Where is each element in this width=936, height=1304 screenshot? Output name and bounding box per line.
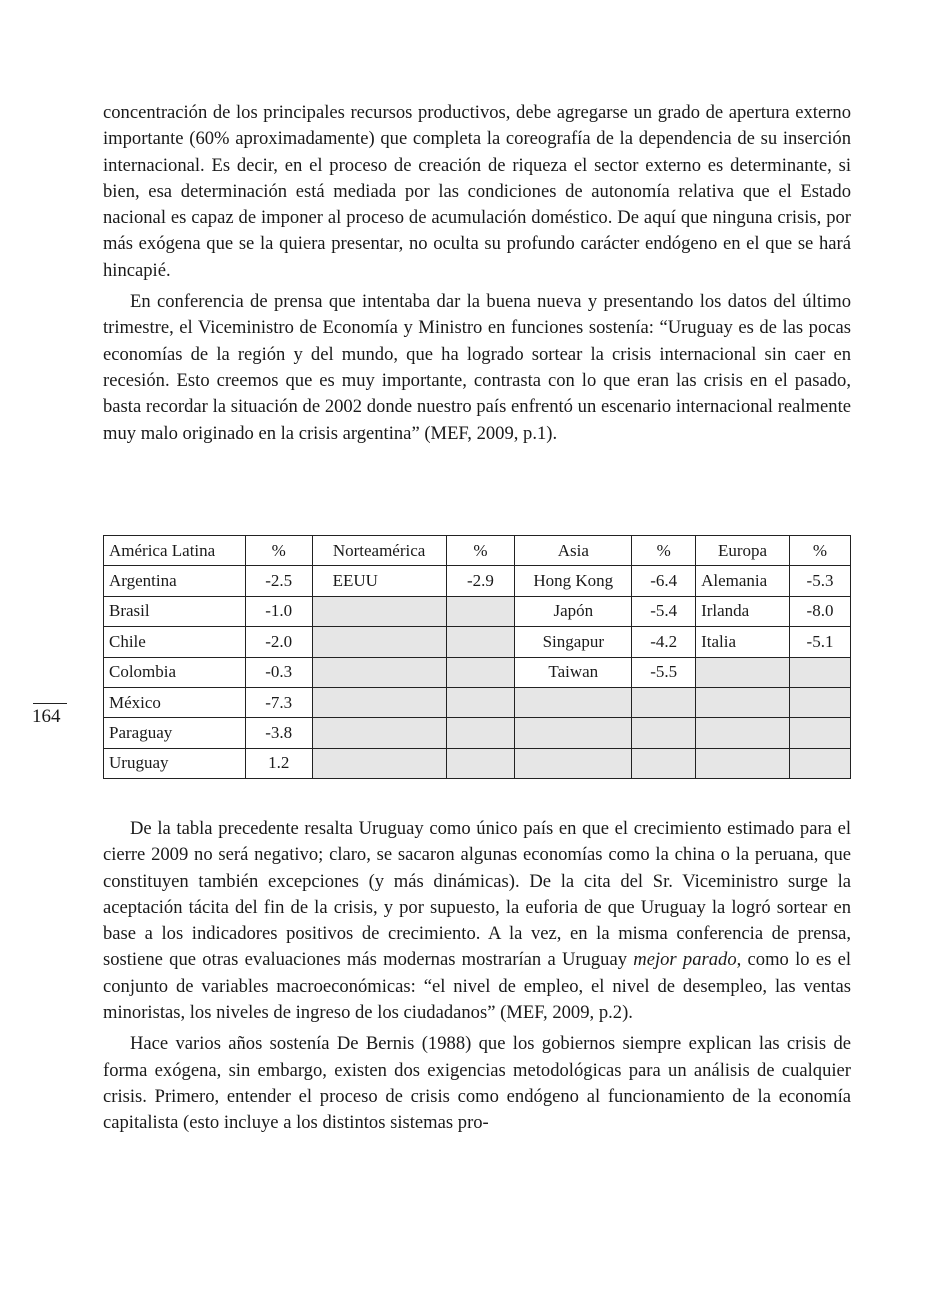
table-row xyxy=(104,657,851,687)
table-cell-percent xyxy=(446,596,515,626)
table-row xyxy=(104,687,851,717)
table-cell-percent: -2.5 xyxy=(245,566,312,596)
table-cell-percent xyxy=(446,687,515,717)
table-cell-country: Paraguay xyxy=(104,718,246,748)
table-cell-country xyxy=(515,687,632,717)
page-number-rule xyxy=(33,703,67,704)
table-cell-percent xyxy=(790,657,851,687)
table-cell-percent: -5.1 xyxy=(790,627,851,657)
table-cell-country: Alemania xyxy=(696,566,790,596)
table-cell-country xyxy=(312,718,446,748)
body-text-top xyxy=(103,100,851,447)
table-row xyxy=(104,566,851,596)
table-cell-percent xyxy=(790,718,851,748)
table-row xyxy=(104,748,851,778)
table-cell-country xyxy=(515,748,632,778)
table-cell-country xyxy=(312,748,446,778)
body-text-bottom xyxy=(103,816,851,1137)
table-cell-percent: -6.4 xyxy=(632,566,696,596)
table-cell-country: Hong Kong xyxy=(515,566,632,596)
paragraph-1: concentración de los principales recursos productivos, debe agregarse un grado de apertura externo importante (60% aproximadamente) que completa la coreografía de la dependencia de su inserción internacional. Es decir, en el proceso de creación de riqueza el sector externo es determinante, si bien, esa determinación está mediada por las condiciones de autonomía relativa que el Estado nacional es capaz de imponer al proceso de acumulación doméstico. De aquí que ninguna crisis, por más exógena que se la quiera presentar, no oculta su profundo carácter endógeno en el que se hará hincapié. xyxy=(103,102,851,281)
table-cell-percent: -1.0 xyxy=(245,596,312,626)
table-cell-country: Brasil xyxy=(104,596,246,626)
table-cell-country xyxy=(696,748,790,778)
paragraph-2: En conferencia de prensa que intentaba dar la buena nueva y presentando los datos del último trimestre, el Viceministro de Economía y Ministro en funciones sostenía: “Uruguay es de las pocas economías de la región y del mundo, que ha logrado sortear la crisis internacional sin caer en recesión. Esto creemos que es muy importante, contrasta con lo que eran las crisis en el pasado, basta recordar la situación de 2002 donde nuestro país enfrentó un escenario internacional realmente muy malo originado en la crisis argentina” (MEF, 2009, p.1). xyxy=(103,291,851,444)
table-cell-country: Uruguay xyxy=(104,748,246,778)
table-cell-country xyxy=(312,687,446,717)
table-row xyxy=(104,627,851,657)
table-cell-country: Italia xyxy=(696,627,790,657)
table-cell-country xyxy=(696,687,790,717)
header-percent: % xyxy=(446,536,515,566)
table-cell-country: EEUU xyxy=(312,566,446,596)
table-cell-percent: -5.5 xyxy=(632,657,696,687)
table-cell-percent: -5.4 xyxy=(632,596,696,626)
table-cell-percent xyxy=(632,687,696,717)
table-cell-country: Japón xyxy=(515,596,632,626)
table-cell-percent: -7.3 xyxy=(245,687,312,717)
table-cell-country: Taiwan xyxy=(515,657,632,687)
table-cell-country xyxy=(312,657,446,687)
table-header-row xyxy=(104,536,851,566)
table-body xyxy=(104,566,851,779)
table-cell-percent xyxy=(446,718,515,748)
table-cell-country xyxy=(696,657,790,687)
header-asia: Asia xyxy=(515,536,632,566)
table-cell-percent: 1.2 xyxy=(245,748,312,778)
table-cell-country: Colombia xyxy=(104,657,246,687)
table-cell-percent xyxy=(446,748,515,778)
table-cell-percent: -8.0 xyxy=(790,596,851,626)
table-cell-percent: -2.0 xyxy=(245,627,312,657)
table-cell-percent xyxy=(446,657,515,687)
paragraph-4: Hace varios años sostenía De Bernis (1988) que los gobiernos siempre explican las crisis de forma exógena, sin embargo, existen dos exigencias metodológicas para un análisis de cualquier crisis. Primero, entender el proceso de crisis como endógeno al funcionamiento de la economía capitalista (esto incluye a los distintos sistemas pro- xyxy=(103,1033,851,1134)
header-percent: % xyxy=(790,536,851,566)
italic-phrase: mejor parado xyxy=(633,949,737,971)
table-cell-percent: -3.8 xyxy=(245,718,312,748)
table-cell-country: Argentina xyxy=(104,566,246,596)
table-row xyxy=(104,596,851,626)
header-europa: Europa xyxy=(696,536,790,566)
table-cell-country: México xyxy=(104,687,246,717)
paragraph-3-part-1: De la tabla precedente resalta Uruguay como único país en que el crecimiento estimado para el cierre 2009 no será negativo; claro, se sacaron algunas economías como la china o la peruana, que constituyen también excepciones (y más dinámicas). De la cita del Sr. Viceministro surge la aceptación tácita del fin de la crisis, y por supuesto, la euforia de que Uruguay la logró sortear en base a los indicadores positivos de crecimiento. A la vez, en la misma conferencia de prensa, sostiene que otras evaluaciones más modernas mostrarían a Uruguay xyxy=(103,818,851,971)
table-cell-country: Chile xyxy=(104,627,246,657)
table-cell-percent: -4.2 xyxy=(632,627,696,657)
header-america-latina: América Latina xyxy=(104,536,246,566)
table-cell-percent xyxy=(632,748,696,778)
table-cell-country: Irlanda xyxy=(696,596,790,626)
header-percent: % xyxy=(632,536,696,566)
table-cell-country xyxy=(515,718,632,748)
table-cell-percent: -5.3 xyxy=(790,566,851,596)
table-cell-country xyxy=(312,596,446,626)
table-cell-percent xyxy=(790,687,851,717)
table-cell-percent xyxy=(632,718,696,748)
header-percent: % xyxy=(245,536,312,566)
table-row xyxy=(104,718,851,748)
table-cell-percent: -0.3 xyxy=(245,657,312,687)
table-cell-percent xyxy=(790,748,851,778)
paragraph-3-part-2: , como lo es el conjunto de variables macroeconómicas: “el nivel de empleo, el nivel de desempleo, las ventas minoristas, los niveles de ingreso de los ciudadanos” (MEF, 2009, p.2). xyxy=(103,949,851,1024)
header-norteamerica: Norteamérica xyxy=(312,536,446,566)
table-cell-country: Singapur xyxy=(515,627,632,657)
table-cell-country xyxy=(696,718,790,748)
table-cell-country xyxy=(312,627,446,657)
table-cell-percent: -2.9 xyxy=(446,566,515,596)
growth-table xyxy=(103,535,851,779)
paragraph-3 xyxy=(103,816,851,1026)
page-number: 164 xyxy=(32,706,61,727)
table-cell-percent xyxy=(446,627,515,657)
